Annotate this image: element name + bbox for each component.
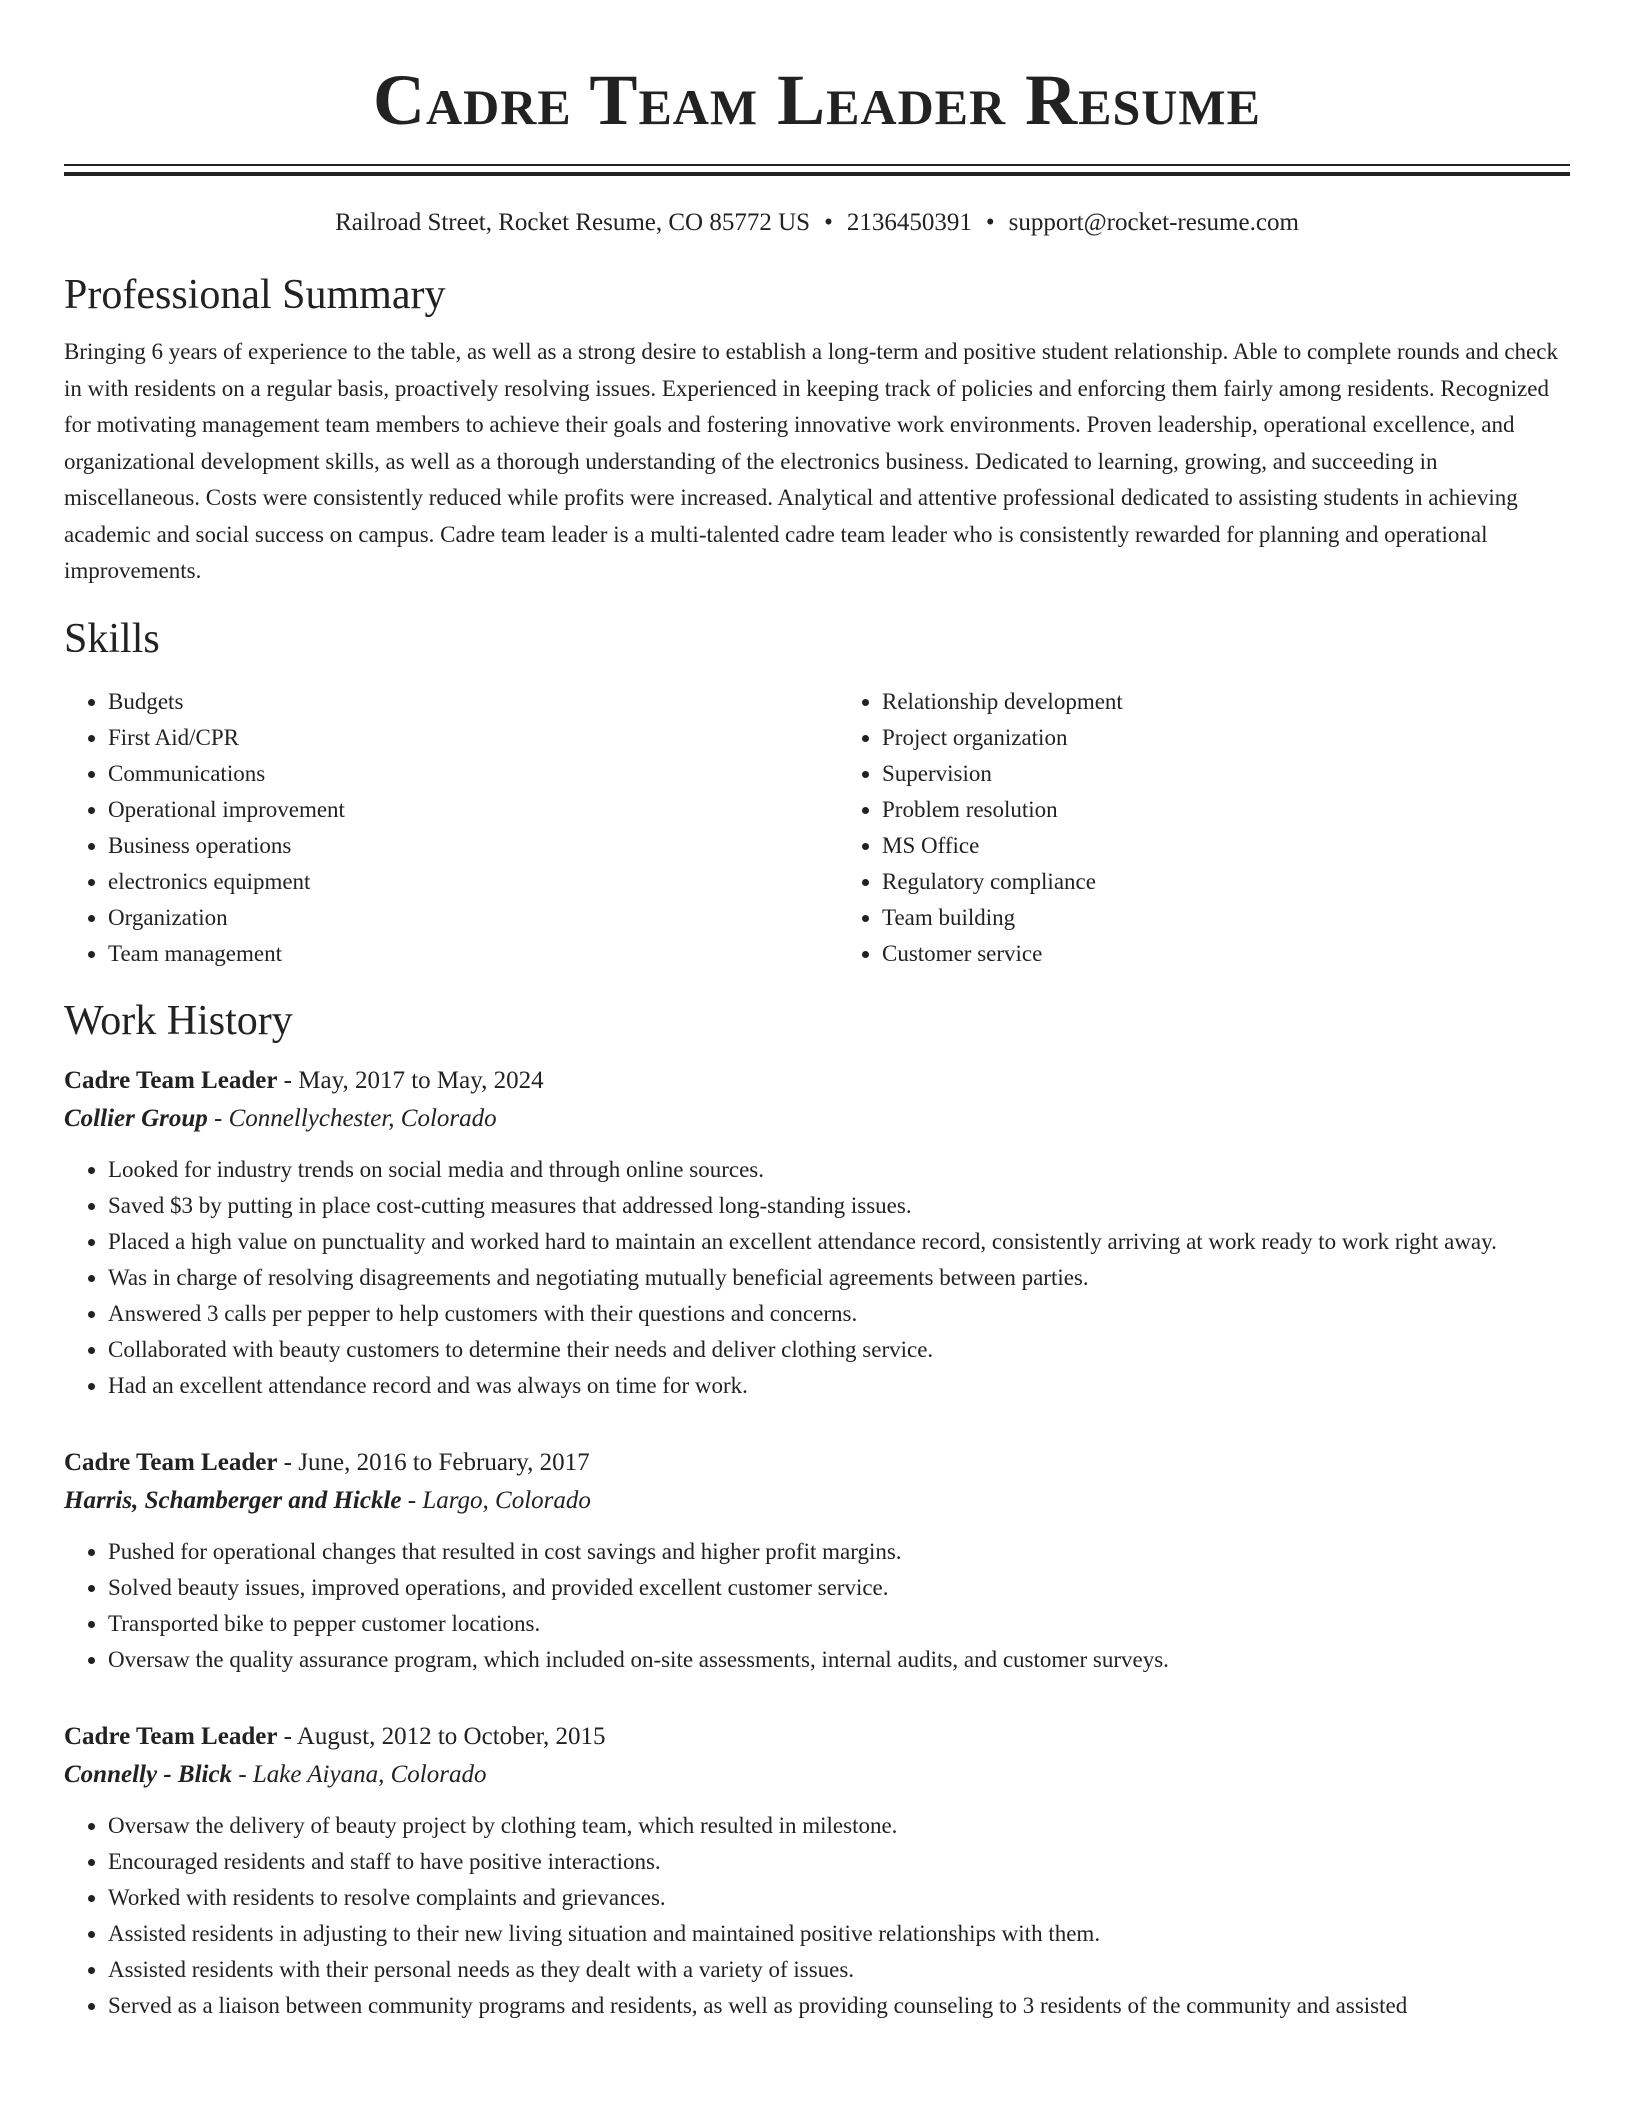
job-bullets bbox=[64, 1808, 1570, 2024]
job-bullet: • Served as a liaison between community programs and residents, as well as providing counseling to 3 residents of the community and assisted bbox=[108, 1988, 1570, 2024]
skill-item: • Communications bbox=[108, 756, 796, 792]
skill-item: • Team building bbox=[882, 900, 1570, 936]
job-title-line bbox=[64, 1444, 1570, 1482]
skills-list-right bbox=[796, 684, 1570, 972]
contact-separator: • bbox=[985, 209, 995, 236]
title-rule-thick bbox=[64, 172, 1570, 176]
job-bullet: • Looked for industry trends on social media and through online sources. bbox=[108, 1152, 1570, 1188]
job-bullet: • Encouraged residents and staff to have positive interactions. bbox=[108, 1844, 1570, 1880]
job-location: - Lake Aiyana, Colorado bbox=[232, 1760, 487, 1788]
job-location: - Largo, Colorado bbox=[401, 1486, 591, 1514]
skill-item: • Regulatory compliance bbox=[882, 864, 1570, 900]
job-bullet: • Solved beauty issues, improved operations, and provided excellent customer service. bbox=[108, 1570, 1570, 1606]
job-bullet: • Oversaw the delivery of beauty project by clothing team, which resulted in milestone. bbox=[108, 1808, 1570, 1844]
job-bullet: • Placed a high value on punctuality and worked hard to maintain an excellent attendance record, consistently arriving at work ready to work right away. bbox=[108, 1224, 1570, 1260]
work-history-list bbox=[64, 1062, 1570, 2024]
skill-item: • Team management bbox=[108, 936, 796, 972]
skill-item: • Budgets bbox=[108, 684, 796, 720]
job-bullet: • Was in charge of resolving disagreements and negotiating mutually beneficial agreements between parties. bbox=[108, 1260, 1570, 1296]
job-title: Cadre Team Leader bbox=[64, 1722, 278, 1750]
summary-text: Bringing 6 years of experience to the table, as well as a strong desire to establish a long-term and positive student relationship. Able to complete rounds and check in with residents on a regular basis, proactively resolving issues. Experienced in keeping track of policies and enforcing them fairly among residents. Recognized for motivating management team members to achieve their goals and fostering innovative work environments. Proven leadership, operational excellence, and organizational development skills, as well as a thorough understanding of the electronics business. Dedicated to learning, growing, and succeeding in miscellaneous. Costs were consistently reduced while profits were increased. Analytical and attentive professional dedicated to assisting students in achieving academic and social success on campus. Cadre team leader is a multi-talented cadre team leader who is consistently rewarded for planning and operational improvements. bbox=[64, 339, 1558, 583]
skill-item: • Customer service bbox=[882, 936, 1570, 972]
skill-item: • Business operations bbox=[108, 828, 796, 864]
job-company-line bbox=[64, 1482, 1570, 1520]
contact-phone: 2136450391 bbox=[846, 209, 972, 236]
job-bullet: • Answered 3 calls per pepper to help customers with their questions and concerns. bbox=[108, 1296, 1570, 1332]
skill-item: • MS Office bbox=[882, 828, 1570, 864]
skill-item: • Operational improvement bbox=[108, 792, 796, 828]
job-bullet: • Collaborated with beauty customers to determine their needs and deliver clothing service. bbox=[108, 1332, 1570, 1368]
contact-separator: • bbox=[824, 209, 833, 236]
contact-address: Railroad Street, Rocket Resume, CO 85772 US bbox=[335, 209, 811, 236]
job-company-line bbox=[64, 1756, 1570, 1794]
skill-item: • Supervision bbox=[882, 756, 1570, 792]
title-rule-thin bbox=[64, 164, 1570, 166]
job-bullets bbox=[64, 1534, 1570, 1678]
work-history-heading: Work History bbox=[64, 997, 293, 1044]
job-company: Connelly - Blick bbox=[64, 1760, 233, 1788]
job-location: - Connellychester, Colorado bbox=[207, 1104, 497, 1132]
skill-item: • Relationship development bbox=[882, 684, 1570, 720]
resume-title: Cadre Team Leader Resume bbox=[373, 60, 1261, 140]
skill-item: • Problem resolution bbox=[882, 792, 1570, 828]
skills-columns bbox=[64, 684, 1570, 972]
summary-heading: Professional Summary bbox=[64, 272, 446, 318]
job-bullet: • Had an excellent attendance record and was always on time for work. bbox=[108, 1368, 1570, 1404]
skills-list-left bbox=[64, 684, 796, 972]
job-entry bbox=[64, 1444, 1570, 1678]
job-company-line bbox=[64, 1100, 1570, 1138]
skill-item: • Organization bbox=[108, 900, 796, 936]
contact-email: support@rocket-resume.com bbox=[1008, 209, 1299, 236]
job-bullet: • Assisted residents in adjusting to their new living situation and maintained positive relationships with them. bbox=[108, 1916, 1570, 1952]
job-title-line bbox=[64, 1718, 1570, 1756]
job-dates: - August, 2012 to October, 2015 bbox=[277, 1722, 606, 1750]
job-company: Collier Group bbox=[64, 1104, 208, 1132]
skill-item: • electronics equipment bbox=[108, 864, 796, 900]
job-title: Cadre Team Leader bbox=[64, 1066, 278, 1094]
contact-line bbox=[64, 206, 1570, 240]
job-bullet: • Saved $3 by putting in place cost-cutting measures that addressed long-standing issues. bbox=[108, 1188, 1570, 1224]
skill-item: • Project organization bbox=[882, 720, 1570, 756]
job-dates: - May, 2017 to May, 2024 bbox=[277, 1066, 544, 1094]
resume-page bbox=[64, 0, 1570, 2024]
job-title-line bbox=[64, 1062, 1570, 1100]
job-entry bbox=[64, 1718, 1570, 2024]
job-bullet: • Oversaw the quality assurance program, which included on-site assessments, internal audits, and customer surveys. bbox=[108, 1642, 1570, 1678]
job-title: Cadre Team Leader bbox=[64, 1448, 278, 1476]
skills-heading: Skills bbox=[64, 615, 160, 662]
skill-item: • First Aid/CPR bbox=[108, 720, 796, 756]
job-dates: - June, 2016 to February, 2017 bbox=[277, 1448, 590, 1476]
job-company: Harris, Schamberger and Hickle bbox=[64, 1486, 402, 1514]
job-bullet: • Transported bike to pepper customer locations. bbox=[108, 1606, 1570, 1642]
job-entry bbox=[64, 1062, 1570, 1404]
job-bullet: • Pushed for operational changes that resulted in cost savings and higher profit margins. bbox=[108, 1534, 1570, 1570]
job-bullet: • Worked with residents to resolve complaints and grievances. bbox=[108, 1880, 1570, 1916]
job-bullets bbox=[64, 1152, 1570, 1404]
job-bullet: • Assisted residents with their personal needs as they dealt with a variety of issues. bbox=[108, 1952, 1570, 1988]
